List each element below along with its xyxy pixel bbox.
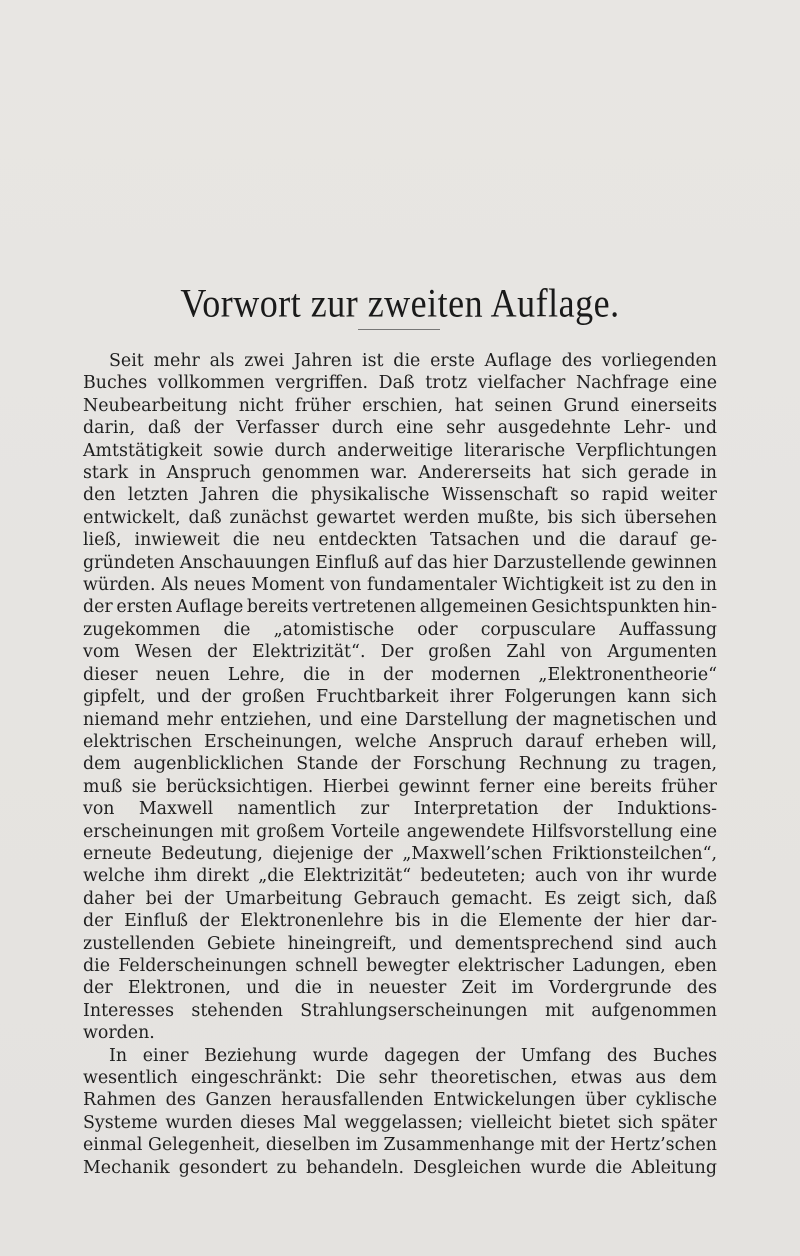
text-line: Systeme wurden dieses Mal weggelassen; vielleicht bietet sich später <box>83 1112 717 1133</box>
text-line: Mechanik gesondert zu behandeln. Desgleichen wurde die Ableitung <box>83 1157 717 1178</box>
text-line: daher bei der Umarbeitung Gebrauch gemacht. Es zeigt sich, daß <box>83 888 717 909</box>
text-line: muß sie berücksichtigen. Hierbei gewinnt ferner eine bereits früher <box>83 776 717 797</box>
text-line: der Elektronen, und die in neuester Zeit im Vordergrunde des <box>83 978 717 999</box>
text-line: Interesses stehenden Strahlungserscheinungen mit aufgenommen <box>83 1000 717 1021</box>
text-line: erscheinungen mit großem Vorteile angewendete Hilfsvorstellung eine <box>83 821 717 842</box>
text-line: elektrischen Erscheinungen, welche Anspruch darauf erheben will, <box>83 731 717 752</box>
text-line: worden. <box>83 1023 155 1044</box>
text-line: Buches vollkommen vergriffen. Daß trotz vielfacher Nachfrage eine <box>83 373 717 394</box>
text-line: erneute Bedeutung, diejenige der „Maxwell’schen Friktionsteilchen“, <box>83 843 717 864</box>
text-line: welche ihm direkt „die Elektrizität“ bedeuteten; auch von ihr wurde <box>83 866 717 887</box>
text-line: entwickelt, daß zunächst gewartet werden mußte, bis sich übersehen <box>83 507 717 528</box>
text-line: der Einfluß der Elektronenlehre bis in die Elemente der hier dar- <box>83 911 717 932</box>
text-line: Amtstätigkeit sowie durch anderweitige literarische Verpflichtungen <box>83 440 717 461</box>
page-title: Vorwort zur zweiten Auflage. <box>180 280 620 326</box>
paragraph-2 <box>83 1045 717 1179</box>
text-line: der ersten Auflage bereits vertretenen allgemeinen Gesichtspunkten hin- <box>83 597 717 618</box>
text-line: zustellenden Gebiete hineingreift, und dementsprechend sind auch <box>83 933 717 954</box>
text-line: würden. Als neues Moment von fundamentaler Wichtigkeit ist zu den in <box>83 575 717 596</box>
text-line: von Maxwell namentlich zur Interpretation der Induktions- <box>83 799 717 820</box>
text-line: niemand mehr entziehen, und eine Darstellung der magnetischen und <box>83 709 717 730</box>
text-line: Neubearbeitung nicht früher erschien, hat seinen Grund einerseits <box>83 395 717 416</box>
text-line: dieser neuen Lehre, die in der modernen „Elektronentheorie“ <box>83 664 717 685</box>
text-line: wesentlich eingeschränkt: Die sehr theoretischen, etwas aus dem <box>83 1068 717 1088</box>
text-line: Seit mehr als zwei Jahren ist die erste Auflage des vorliegenden <box>109 351 717 371</box>
text-line: einmal Gelegenheit, dieselben im Zusammenhange mit der Hertz’schen <box>83 1135 717 1156</box>
title-divider <box>358 329 440 330</box>
text-line: stark in Anspruch genommen war. Andererseits hat sich gerade in <box>83 463 717 484</box>
text-line: In einer Beziehung wurde dagegen der Umfang des Buches <box>109 1045 717 1066</box>
text-line: gründeten Anschauungen Einfluß auf das hier Darzustellende gewinnen <box>83 552 717 573</box>
text-line: den letzten Jahren die physikalische Wissenschaft so rapid weiter <box>83 485 717 506</box>
text-line: vom Wesen der Elektrizität“. Der großen Zahl von Argumenten <box>83 642 717 663</box>
paragraph-1 <box>83 350 717 1045</box>
text-line: ließ, inwieweit die neu entdeckten Tatsachen und die darauf ge- <box>83 530 717 551</box>
text-line: dem augenblicklichen Stande der Forschung Rechnung zu tragen, <box>83 754 717 775</box>
text-line: gipfelt, und der großen Fruchtbarkeit ihrer Folgerungen kann sich <box>83 687 717 708</box>
preface-body <box>83 350 717 1179</box>
text-line: zugekommen die „atomistische oder corpusculare Auffassung <box>83 619 717 640</box>
text-line: darin, daß der Verfasser durch eine sehr ausgedehnte Lehr- und <box>83 418 717 439</box>
text-line: die Felderscheinungen schnell bewegter elektrischer Ladungen, eben <box>83 955 717 976</box>
text-line: Rahmen des Ganzen herausfallenden Entwickelungen über cyklische <box>83 1090 717 1111</box>
